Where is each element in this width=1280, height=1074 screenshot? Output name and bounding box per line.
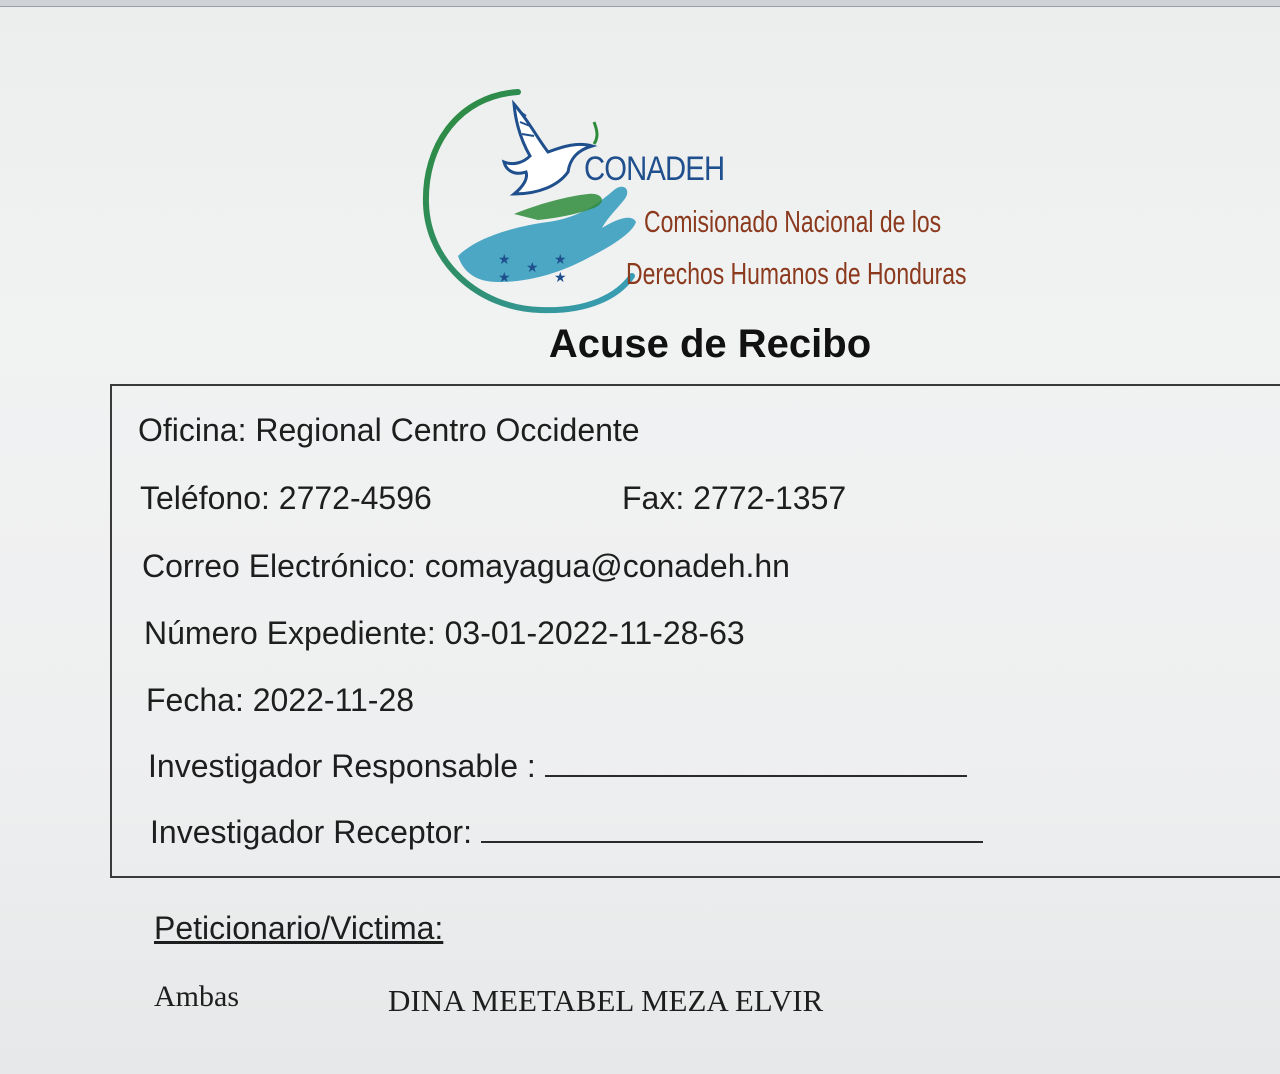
case-number-row xyxy=(144,615,745,652)
office-label: Oficina: xyxy=(138,412,247,448)
office-row xyxy=(138,412,640,449)
date-label: Fecha: xyxy=(146,682,244,718)
petitioner-heading: Peticionario/Victima: xyxy=(154,910,444,946)
phone-label: Teléfono: xyxy=(140,480,270,516)
case-number-label: Número Expediente: xyxy=(144,615,436,651)
svg-text:★: ★ xyxy=(526,260,539,276)
date-value: 2022-11-28 xyxy=(252,682,415,718)
date-row xyxy=(146,682,414,719)
phone-value: 2772-4596 xyxy=(278,480,432,516)
petitioner-type: Ambas xyxy=(154,980,239,1013)
top-border xyxy=(0,0,1280,7)
case-number-value: 03-01-2022-11-28-63 xyxy=(444,615,745,651)
fax-value: 2772-1357 xyxy=(693,480,847,516)
receiver-label: Investigador Receptor: xyxy=(150,814,472,850)
svg-text:★: ★ xyxy=(554,252,567,268)
receiver-signature-line xyxy=(481,815,983,843)
svg-text:★: ★ xyxy=(498,252,511,268)
conadeh-logo xyxy=(418,86,1018,322)
responsible-row xyxy=(148,748,967,785)
brand-tagline-1: Comisionado Nacional de los xyxy=(644,204,942,239)
email-label: Correo Electrónico: xyxy=(142,548,416,584)
brand-name: CONADEH xyxy=(584,150,725,188)
responsible-signature-line xyxy=(545,749,967,777)
email-row xyxy=(142,548,790,585)
fax-label: Fax: xyxy=(622,480,685,516)
petitioner-name: DINA MEETABEL MEZA ELVIR xyxy=(388,983,824,1018)
brand-tagline-2: Derechos Humanos de Honduras xyxy=(626,256,967,291)
document-title: Acuse de Recibo xyxy=(548,322,872,366)
office-value: Regional Centro Occidente xyxy=(255,412,640,448)
receiver-row xyxy=(150,814,983,851)
phone-row xyxy=(140,480,432,517)
responsible-label: Investigador Responsable : xyxy=(148,748,536,784)
svg-text:★: ★ xyxy=(498,270,511,286)
svg-text:★: ★ xyxy=(554,270,567,286)
email-value: comayagua@conadeh.hn xyxy=(424,548,790,584)
fax-row xyxy=(622,480,846,517)
